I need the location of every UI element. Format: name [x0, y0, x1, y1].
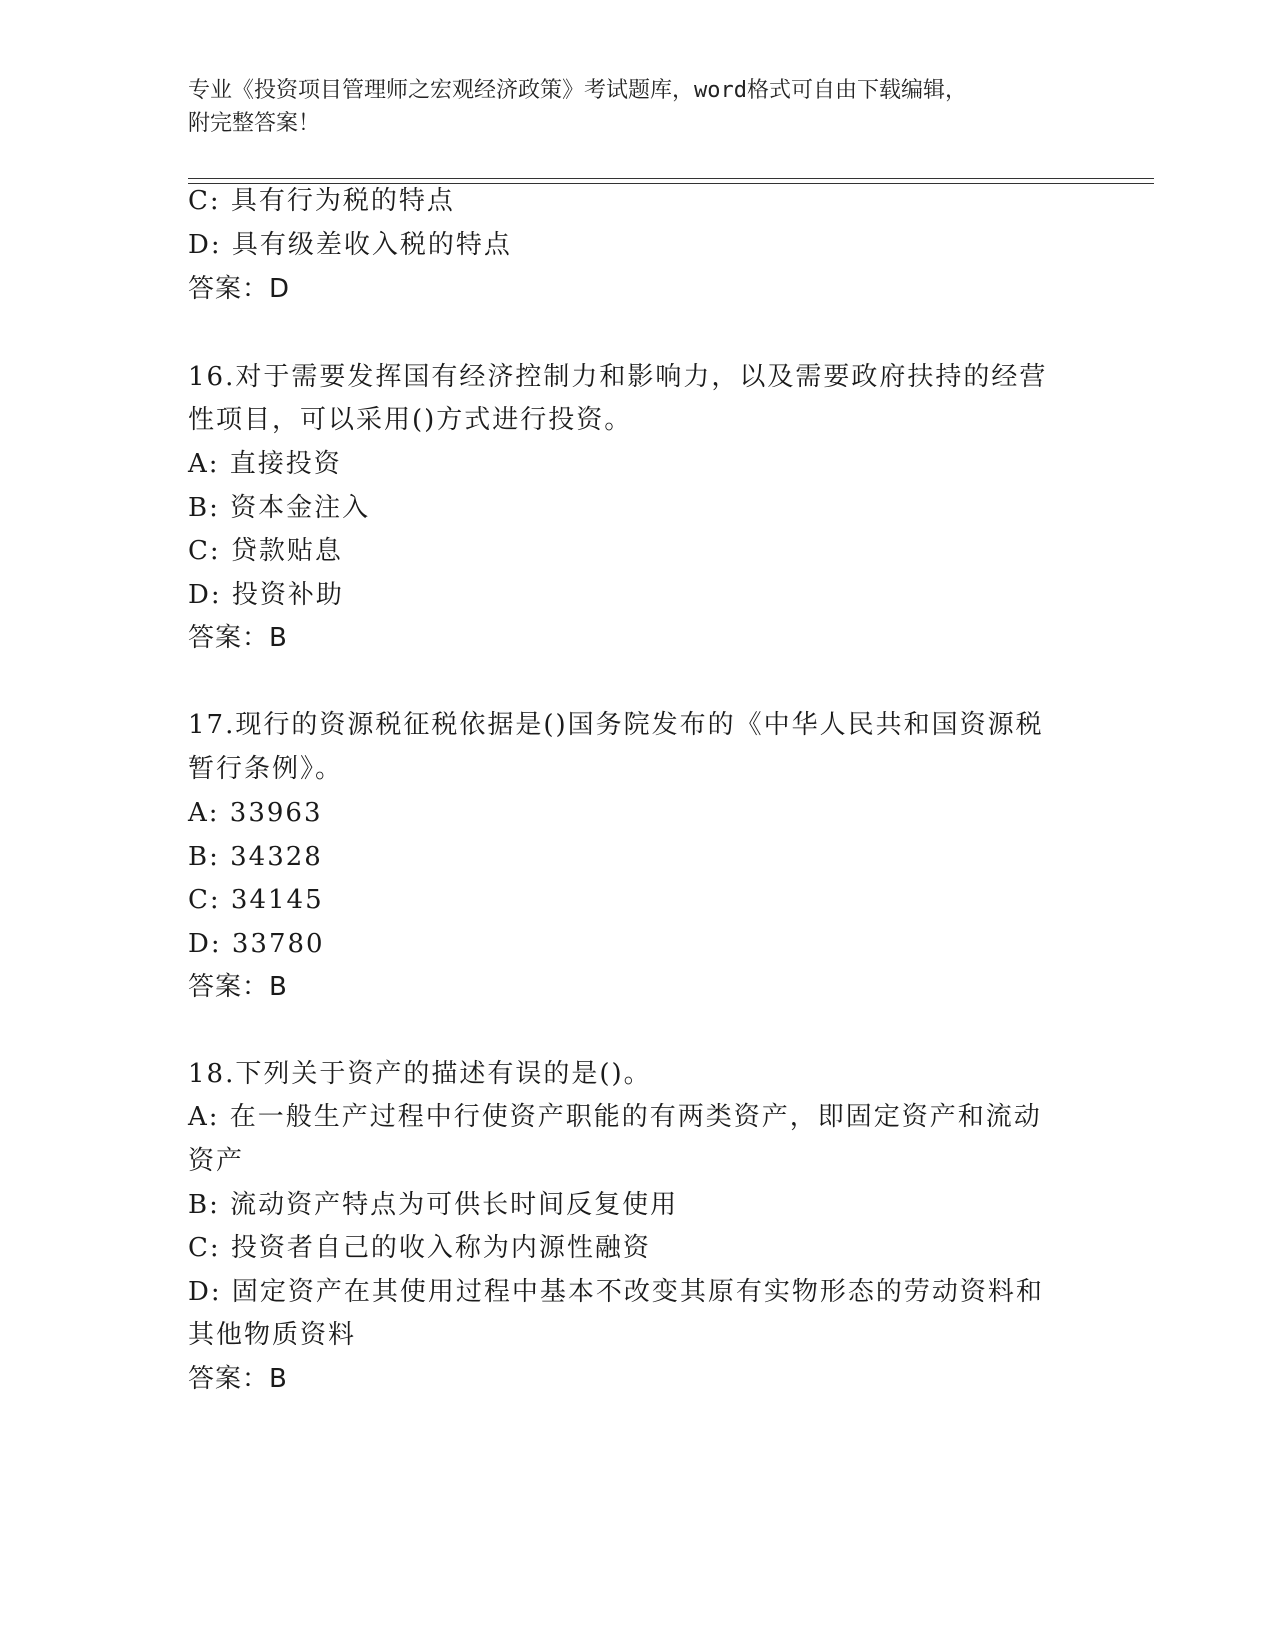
prev-answer: 答案：D — [188, 274, 291, 304]
q17-stem-line-2: 暂行条例》。 — [188, 754, 344, 784]
q16-stem-line-2: 性项目，可以采用()方式进行投资。 — [188, 405, 633, 435]
q18-option-d-line-2: 其他物质资料 — [188, 1320, 357, 1350]
prev-option-d: D: 具有级差收入税的特点 — [188, 230, 512, 260]
q18-option-a-line-2: 资产 — [188, 1146, 245, 1176]
header-line-2: 附完整答案！ — [188, 111, 321, 136]
q17-option-b: B: 34328 — [188, 842, 323, 872]
q16-answer: 答案：B — [188, 623, 288, 653]
q16-stem-line-1: 16.对于需要发挥国有经济控制力和影响力，以及需要政府扶持的经营 — [188, 362, 1048, 392]
header-divider-top — [188, 178, 1154, 179]
q17-answer: 答案：B — [188, 972, 288, 1002]
prev-option-c: C: 具有行为税的特点 — [188, 186, 455, 216]
q18-option-d-line-1: D: 固定资产在其使用过程中基本不改变其原有实物形态的劳动资料和 — [188, 1277, 1044, 1307]
q17-option-d: D: 33780 — [188, 929, 325, 959]
q18-option-a-line-1: A: 在一般生产过程中行使资产职能的有两类资产，即固定资产和流动 — [188, 1102, 1042, 1132]
q16-option-b: B: 资本金注入 — [188, 493, 371, 523]
q17-stem-line-1: 17.现行的资源税征税依据是()国务院发布的《中华人民共和国资源税 — [188, 710, 1044, 740]
q18-option-c: C: 投资者自己的收入称为内源性融资 — [188, 1233, 651, 1263]
q17-option-a: A: 33963 — [188, 798, 323, 828]
q18-answer: 答案：B — [188, 1364, 288, 1394]
q18-stem-line-1: 18.下列关于资产的描述有误的是()。 — [188, 1059, 652, 1089]
q16-option-d: D: 投资补助 — [188, 580, 344, 610]
document-header — [188, 74, 1088, 140]
q18-option-b: B: 流动资产特点为可供长时间反复使用 — [188, 1190, 679, 1220]
q16-option-c: C: 贷款贴息 — [188, 536, 343, 566]
header-line-1: 专业《投资项目管理师之宏观经济政策》考试题库，word格式可自由下载编辑， — [188, 78, 967, 103]
q16-option-a: A: 直接投资 — [188, 449, 342, 479]
q17-option-c: C: 34145 — [188, 885, 324, 915]
